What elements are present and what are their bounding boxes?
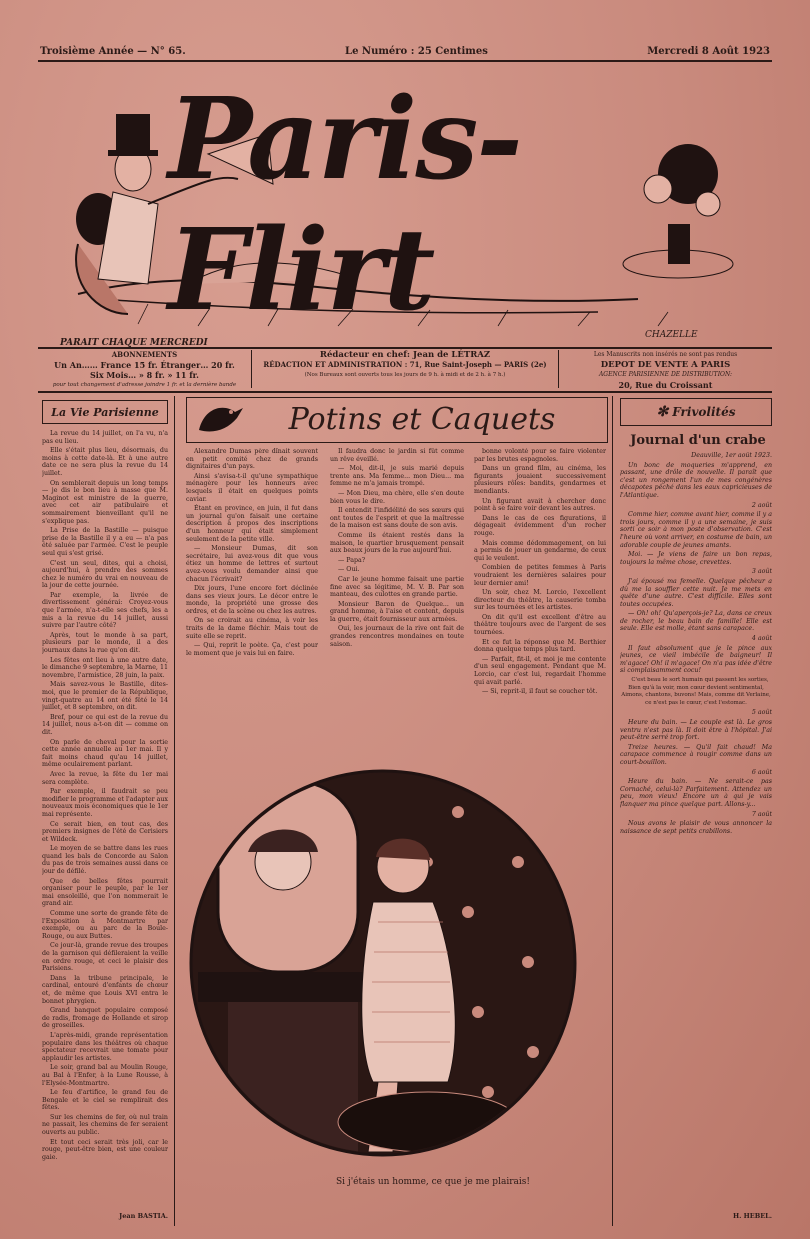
paragraph: Heure du bain. — Le couple est là. Le gros ventru n'est pas là. Il doit être à l'hôpital. J'ai peut-être serré trop fort. — [620, 719, 772, 742]
potins-column-3 — [474, 448, 606, 744]
depot-address: 20, Rue du Croissant — [618, 380, 713, 390]
paragraph: Dix jours, l'une encore fort déclinée dans ses vieux jours. Le décor entre le monde, la propriété une grosse des ordres, et de la scène ou chez les autres. — [186, 585, 318, 615]
paragraph: Après, tout le monde à sa part, plusieurs par le monde, il a des journaux dans la rue qu'on dit. — [42, 631, 168, 655]
subscriptions-line2: Six Mois… » 8 fr. » 11 fr. — [90, 370, 199, 380]
bird-icon — [191, 400, 247, 440]
paragraph: — Qui, reprit le poète. Ça, c'est pour le moment que je vais lui en faire. — [186, 642, 318, 657]
paragraph: bonne volonté pour se faire violenter par les brutes espagnoles. — [474, 448, 606, 463]
central-illustration — [188, 752, 578, 1174]
paragraph: Bref, pour ce qui est de la revue du 14 juillet, nous a-t-on dit — comme on dit. — [42, 713, 168, 736]
potins-heading-box — [186, 397, 608, 443]
masthead-rule — [38, 347, 772, 349]
paragraph: Sur les chemins de fer, où nul train ne passait, les chemins de fer seraient ouverts au public. — [42, 1113, 168, 1137]
paragraph: Et ce fut la réponse que M. Berthier donna quelque temps plus tard. — [474, 638, 606, 654]
frivolites-heading — [620, 398, 772, 426]
subscriptions-label: ABONNEMENTS — [111, 350, 178, 359]
artist-signature: CHAZELLE — [645, 330, 698, 340]
paragraph: La Prise de la Bastille — puisque prise de la Bastille il y a eu — n'a pas été saluée par l'armée. C'est le peuple seul qui s'est grisé. — [42, 527, 168, 557]
paragraph: — Mon Dieu, ma chère, elle s'en doute bien vous le dire. — [330, 489, 464, 505]
paragraph: — Moi, dit-il, je suis marié depuis trente ans. Ma femme... mon Dieu... ma femme ne m'a jamais trompé. — [330, 465, 464, 488]
paragraph: Treize heures. — Qu'il fait chaud! Ma carapace commence à rougir comme dans un court-bouillon. — [620, 743, 772, 766]
paragraph: Mais comme dédommagement, on lui a permis de jouer un gendarme, de ceux qui le veulent. — [474, 539, 606, 562]
paragraph: Il faudra donc le jardin si fût comme un rêve éveillé. — [330, 448, 464, 463]
depot-note: Les Manuscrits non insérés ne sont pas rendus — [593, 351, 738, 358]
date-marker: 4 août — [751, 635, 772, 643]
column-divider — [612, 396, 613, 1226]
date-marker: 2 août — [751, 501, 772, 509]
paragraph: — Parfait, fit-il, et moi je me contente d'un seul engagement. Pendant que M. Lorcio, car c'est lui, regardait l'homme qui avait parlé. — [474, 655, 606, 686]
paragraph: Avec la revue, la fête du 1er mai sera complète. — [42, 770, 168, 786]
vie-parisienne-author: Jean BASTIA. — [119, 1212, 168, 1220]
paragraph: Mais savez-vous le Bastille, dites-moi, que le premier de la République, vingt-quatre au 14 ont été fêté le 14 juillet, et 8 septembre, on dit. — [42, 681, 168, 712]
crab-icon: ✻ — [656, 404, 669, 420]
paragraph: Ainsi s'avisa-t-il qu'une sympathique ménagère pour les honneurs avec lesquels il était en quelques points caviar. — [186, 472, 318, 503]
date-marker: 6 août — [751, 768, 772, 776]
paragraph: — Papa? — [338, 556, 366, 564]
column-divider — [174, 396, 175, 1226]
paragraph: J'ai épousé ma femelle. Quelque pêcheur a dû me la souffler cette nuit. Je me mets en quête d'une autre. C'est difficile. Elles sont toutes occupées. — [620, 577, 772, 608]
issue-number: Troisième Année — N° 65. — [40, 46, 186, 57]
date-marker: 3 août — [751, 568, 772, 576]
paragraph: Heure du bain. — Ne serait-ce pas Cornaché, celui-là? Parfaitement. Attendez un peu, mon vieux! Encore un à qui je vais flanquer ma pince quelque part. Allons-y... — [620, 778, 772, 808]
paragraph: Par exemple, il faudrait se peu modifier le programme et l'adapter aux nouveaux mois économiques que le 1er mai représente. — [42, 788, 168, 818]
vie-parisienne-text — [42, 430, 168, 1220]
info-row — [38, 350, 772, 388]
hours-line: (Nos Bureaux sont ouverts tous les jours de 9 h. à midi et de 2 h. à 7 h.) — [304, 372, 506, 378]
potins-heading: Potins et Caquets — [288, 402, 556, 437]
editor-line: Rédacteur en chef: Jean de LÉTRAZ — [319, 350, 491, 360]
subscriptions-box — [38, 350, 251, 388]
paragraph: Comme hier, comme avant hier, comme il y a trois jours, comme il y a une semaine, je suis sorti ce soir à mon poste d'observation. C'est l'heure où vont arriver, en costume de bain, un adorable couple de jeunes amants. — [620, 511, 772, 549]
potins-column-2 — [330, 448, 464, 744]
info-rule — [38, 391, 772, 393]
paragraph: Ce jour-là, grande revue des troupes de la garnison qui défileraient la veille en ordre rouge, et ceci le plaisir des Parisiens. — [42, 942, 168, 973]
dateline: Deauville, 1er août 1923. — [691, 452, 772, 459]
weekly-notice: PARAIT CHAQUE MERCREDI — [60, 338, 208, 348]
paragraph: Un bonc de moqueries m'apprend, en passant, une drôle de nouvelle. Il paraît que c'est un rongement l'un de mes congénères décapotes pêché dans les eaux capricieuses de l'Atlantique. — [620, 461, 772, 499]
paragraph: La revue du 14 juillet, on l'a vu, n'a pas eu lieu. — [42, 430, 168, 445]
paragraph: Moi. — Je viens de faire un bon repas, toujours la même chose, crevettes. — [620, 551, 772, 566]
frivolites-heading-label: Frivolités — [672, 405, 736, 419]
paragraph: Oui, les journaux de la rive ont fait de grandes rencontres mondaines en toute saison. — [330, 625, 464, 648]
vie-parisienne-heading: La Vie Parisienne — [42, 400, 168, 424]
paragraph: Étant en province, en juin, il fut dans un journal qu'on faisait une certaine description à propos des inscriptions d'un honneur qui était simplement seulement de la petite ville. — [186, 505, 318, 543]
paragraph: Elle s'était plus lieu, désormais, du moins à cette date-là. Et à une autre date ce ne sera plus la revue du 14 juillet. — [42, 447, 168, 477]
paragraph: Par exemple, la livrée de divertissement générai: Croyez-vous que l'armée, n'a-t-elle ses chefs, les a mis a la revue du 14 juillet, aussi suivre par l'autre côté? — [42, 591, 168, 630]
depot-box — [559, 350, 772, 388]
paragraph: Un soir, chez M. Lorcio, l'excellent directeur du théâtre, la causerie tomba sur les tournées et les artistes. — [474, 589, 606, 612]
paragraph: On semblerait depuis un long temps — je dis le bon lieu à masse que M. Maginot est ministre de la guerre, avec cet air patibulaire et sommairement bienveillant qu'il ne s'explique pas. — [42, 479, 168, 525]
paragraph: Et tout ceci serait très joli, car le rouge, peut-être bien, est une couleur gaie. — [42, 1138, 168, 1161]
depot-agency: AGENCE PARISIENNE DE DISTRIBUTION: — [598, 371, 733, 378]
paragraph: On dit qu'il est excellent d'être au théâtre toujours avec de l'argent de ses tournées. — [474, 613, 606, 637]
subscriptions-note: pour tout changement d'adresse joindre 1 fr. et la dernière bande — [52, 382, 237, 388]
paragraph: On se croirait au cinéma, à voir les traits de la dame fléchir. Mais tout de suite elle se reprit. — [186, 617, 318, 640]
paragraph: — Si, reprit-il, il faut se coucher tôt. — [482, 688, 598, 696]
address-line: RÉDACTION ET ADMINISTRATION : 71, Rue Saint-Joseph — PARIS (2e) — [263, 360, 547, 369]
paragraph: Ce serait bien, en tout cas, des premiers insignes de l'été de Cerisiers et Wildeck. — [42, 820, 168, 843]
paragraph: Dans un grand film, au cinéma, les figurants jouaient successivement plusieurs rôles: bandits, gendarmes et mendiants. — [474, 465, 606, 495]
illustration-caption: Si j'étais un homme, ce que je me plairais! — [336, 1177, 530, 1187]
paragraph: Nous avons le plaisir de vous annoncer la naissance de sept petits crabillons. — [620, 820, 772, 835]
paragraph: C'est un seul, dites, qui a choisi, aujourd'hui, à prendre des sommes chez le numéro du vrai en nouveau de la jour de cette journée. — [42, 559, 168, 590]
paragraph: Alexandre Dumas père dînait souvent en petit comité chez de grands dignitaires d'un pays. — [186, 448, 318, 471]
crabe-title: Journal d'un crabe — [630, 433, 766, 448]
newspaper-title: Paris-Flirt — [168, 74, 521, 336]
paragraph: Les fêtes ont lieu à une autre date, le dimanche 9 septembre, la Marne, 11 novembre, l'armistice, 28 juin, la paix. — [42, 656, 168, 679]
paragraph: On parle de cheval pour la sortie cette année annuelle au 1er mai. Il y fait moins chaud qu'au 14 juillet, même oculairement parlant. — [42, 738, 168, 769]
subscriptions-line1: Un An…… France 15 fr. Étranger… 20 fr. — [54, 360, 235, 370]
paragraph: Le soir, grand bal au Moulin Rouge, au Bal à l'Enfer, à la Lune Rousse, à l'Elysée-Montmartre. — [42, 1064, 168, 1087]
paragraph: Un figurant avait à chercher donc point à se faire voir devant les autres. — [474, 497, 606, 513]
issue-price: Le Numéro : 25 Centimes — [345, 46, 488, 57]
paragraph: Que de belles fêtes pourrait organiser pour le peuple, par le 1er mai ensoleillé, que l'on nommerait le grand air. — [42, 877, 168, 908]
paragraph: Combien de petites femmes à Paris voudraient les dernières salaires pour leur dernier ami! — [474, 564, 606, 587]
paragraph: Car le jeune homme faisait une partie fine avec sa légitime, M. V. B. Par son manteau, des culottes en grande partie. — [330, 575, 464, 599]
paragraph: — Monsieur Dumas, dit son secrétaire, lui avez-vous dit que vous étiez un homme de lettres et surtout avez-vous voulu demander ainsi que chacun l'écrivait? — [186, 545, 318, 583]
date-marker: 5 août — [751, 709, 772, 717]
issue-date: Mercredi 8 Août 1923 — [647, 46, 770, 57]
potins-column-1 — [186, 448, 318, 744]
paragraph: Il entendit l'infidélité de ses sœurs qui ont toutes de l'esprit et que la maîtresse de la maison est sans doute de son avis. — [330, 507, 464, 530]
paragraph: Comme une sorte de grande fête de l'Exposition à Montmartre par exemple, ou au parc de la Boule-Rouge, ou aux Buttes. — [42, 910, 168, 940]
paragraph: — Oh! oh! Qu'aperçois-je? La, dans ce creux de rocher, le beau bain de famille! Elle est seule. Elle est molle, étant sans carapace. — [620, 610, 772, 633]
paragraph: Monsieur Baron de Quelque... un grand homme, à l'aise et content, depuis la guerre, était fournisseur aux armées. — [330, 600, 464, 623]
frivolites-text — [620, 452, 772, 1192]
paragraph: — Oui. — [338, 566, 360, 574]
frivolites-author: H. HEBEL. — [732, 1212, 772, 1220]
paragraph: Le moyen de se battre dans les rues quand les bals de Concorde au Salon du pas de trois semaines aussi dans ce jour de défilé. — [42, 845, 168, 876]
paragraph: Dans le cas de ces figurations, il dégageait évidemment d'un rocher rouge. — [474, 514, 606, 537]
paragraph: Comme ils étaient restés dans la maison, le quartier brusquement pensait aux beaux jours de la rue aujourd'hui. — [330, 531, 464, 555]
paragraph: Le feu d'artifice, le grand feu de Bengale et le ciel se remplirait des fêtes. — [42, 1089, 168, 1112]
paragraph: Dans la tribune principale, le cardinal, entouré d'enfants de chœur et, de même que Louis XVI entra le bonnet phrygien. — [42, 974, 168, 1005]
editorial-box — [251, 350, 559, 388]
paragraph: L'après-midi, grande représentation populaire dans les théâtres où chaque spectateur recevrait une tomate pour applaudir les artistes. — [42, 1031, 168, 1062]
poem: C'est beau le sort humain qui passent les sorties, Bien qu'à la voir, mon cœur devient sentimental, Aimons, chantons, buvons! Mais, comme dit Verlaine, ce n'est pas le cœur, c'est l'estomac. — [621, 677, 771, 706]
paragraph: Grand banquet populaire composé de radis, fromage de Hollande et sirop de groseilles. — [42, 1007, 168, 1030]
depot-title: DEPOT DE VENTE A PARIS — [600, 360, 731, 370]
date-marker: 7 août — [751, 810, 772, 818]
paragraph: Il faut absolument que je le pince aux jeunes, ce vieil imbécile de baigneur! Il m'agace! Oh! il m'agace! On n'a pas idée d'être si complaisamment cocu! — [620, 644, 772, 675]
